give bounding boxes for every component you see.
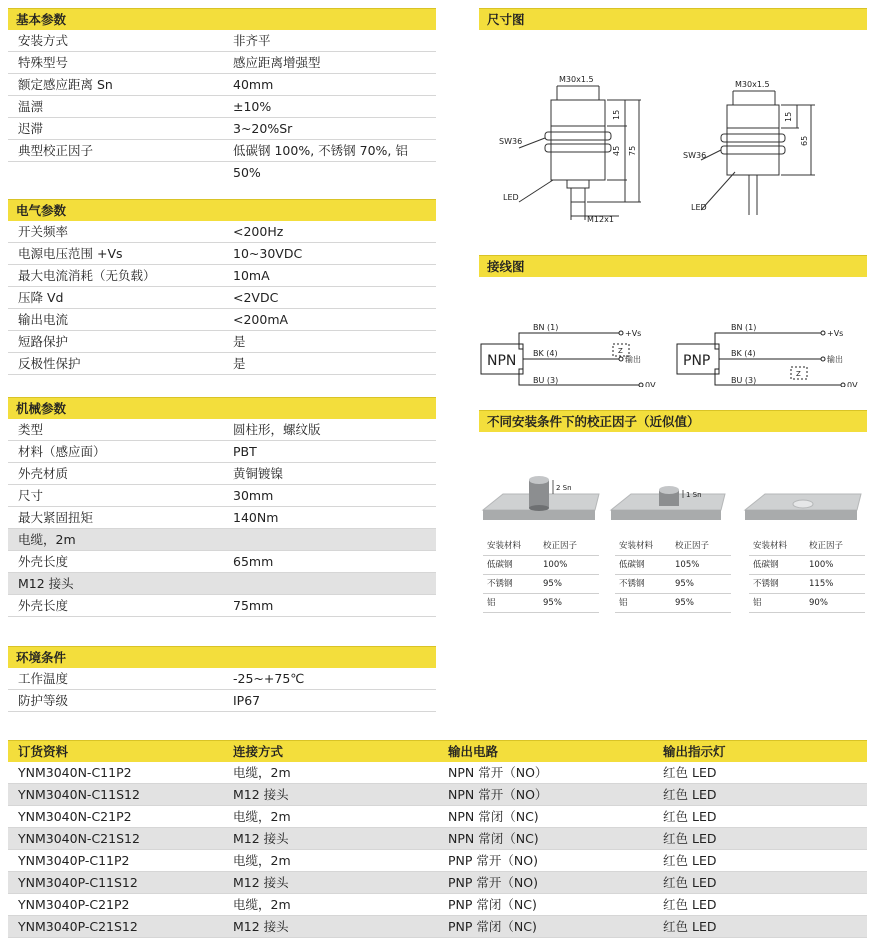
right-d65: 65: [800, 135, 809, 146]
order-cell: 电缆，2m: [233, 809, 291, 824]
order-cell: 红色 LED: [663, 875, 717, 890]
pnp-bn: BN (1): [731, 323, 757, 332]
correction-table: [483, 537, 599, 613]
pnp-0v: 0V: [847, 381, 858, 387]
mechanical-row: [8, 485, 436, 507]
wiring-diagram: [479, 277, 867, 387]
mechanical-row-label: 材料（感应面）: [18, 444, 106, 459]
mechanical-row: [8, 463, 436, 485]
basic-row-value: 非齐平: [233, 33, 271, 48]
electric-row-value: 10~30VDC: [233, 246, 303, 261]
order-header-cell: 输出电路: [448, 744, 499, 759]
order-cell: YNM3040P-C21S12: [18, 919, 138, 934]
mechanical-row-value: 75mm: [233, 598, 274, 613]
order-cell: 电缆，2m: [233, 853, 291, 868]
environment-row-label: 工作温度: [18, 671, 69, 686]
correction-table-cell: 90%: [809, 598, 828, 608]
basic-params-header: 基本参数: [8, 8, 436, 30]
order-cell: 电缆，2m: [233, 765, 291, 780]
basic-row: [8, 140, 436, 180]
order-cell: 红色 LED: [663, 853, 717, 868]
order-cell: NPN 常开（NO）: [448, 787, 548, 802]
environment-row: [8, 690, 436, 712]
correction-table-row: [615, 575, 731, 594]
basic-row-label: 额定感应距离 Sn: [18, 77, 113, 92]
correction-table-cell: 铝: [619, 598, 628, 608]
npn-label: NPN: [487, 353, 517, 369]
order-row: [8, 806, 867, 828]
mechanical-params-section: [8, 397, 436, 617]
basic-row-label: 安装方式: [18, 33, 69, 48]
left-led-label: LED: [503, 193, 519, 202]
order-header-cell: 输出指示灯: [663, 744, 726, 759]
right-led-label: LED: [691, 203, 707, 212]
correction-table: [749, 537, 865, 613]
mechanical-row: [8, 573, 436, 595]
mounting-illustration: [479, 432, 867, 537]
correction-table-cell: 低碳钢: [619, 560, 645, 570]
basic-row-value: 低碳钢 100%, 不锈钢 70%, 铝 50%: [233, 143, 408, 180]
order-cell: 红色 LED: [663, 897, 717, 912]
correction-table-row: [749, 556, 865, 575]
dimension-drawing: [479, 30, 867, 225]
basic-row: [8, 30, 436, 52]
mechanical-row: [8, 551, 436, 573]
correction-table: [615, 537, 731, 613]
order-cell: NPN 常闭（NC): [448, 831, 539, 846]
order-cell: 红色 LED: [663, 787, 717, 802]
mechanical-row-label: 类型: [18, 422, 44, 437]
basic-row-value: 3~20%Sr: [233, 121, 293, 136]
order-cell: YNM3040N-C21S12: [18, 831, 140, 846]
wiring-section: [479, 255, 867, 387]
correction-table-cell: 95%: [543, 598, 562, 608]
correction-table-row: [483, 575, 599, 594]
basic-params-section: [8, 8, 436, 180]
mount-label-1sn: 1 Sn: [686, 491, 702, 499]
electric-row-label: 反极性保护: [18, 356, 81, 371]
order-section: [8, 740, 867, 938]
electric-row-label: 短路保护: [18, 334, 69, 349]
pnp-bk: BK (4): [731, 349, 756, 358]
mechanical-row-label: 外壳长度: [18, 554, 69, 569]
electric-row-label: 最大电流消耗（无负载）: [18, 268, 156, 283]
correction-section: [479, 410, 867, 608]
correction-table-cell: 低碳钢: [487, 560, 513, 570]
right-thread-label: M30x1.5: [735, 80, 770, 89]
npn-bu: BU (3): [533, 376, 559, 385]
mount-label-2sn: 2 Sn: [556, 484, 572, 492]
correction-table-row: [615, 556, 731, 575]
pnp-out: 输出: [827, 355, 843, 364]
order-cell: YNM3040P-C11S12: [18, 875, 138, 890]
basic-row-value: 40mm: [233, 77, 274, 92]
order-cell: 红色 LED: [663, 919, 717, 934]
electric-row-value: <200mA: [233, 312, 289, 327]
dimensions-header: 尺寸图: [479, 8, 867, 30]
electrical-params-header: 电气参数: [8, 199, 436, 221]
mechanical-row-value: 140Nm: [233, 510, 279, 525]
pnp-label: PNP: [683, 353, 711, 369]
left-d45: 45: [612, 145, 621, 156]
electric-row: [8, 287, 436, 309]
right-sw-label: SW36: [683, 151, 707, 160]
order-cell: NPN 常开（NO）: [448, 765, 548, 780]
correction-table-header: [749, 537, 865, 556]
electric-row: [8, 331, 436, 353]
environment-row-value: IP67: [233, 693, 261, 708]
npn-bn: BN (1): [533, 323, 559, 332]
correction-header: 不同安装条件下的校正因子（近似值）: [479, 410, 867, 432]
basic-row-label: 迟滞: [18, 121, 44, 136]
electrical-params-section: [8, 199, 436, 375]
order-row: [8, 850, 867, 872]
left-sw-label: SW36: [499, 137, 523, 146]
mechanical-row-label: 最大紧固扭矩: [18, 510, 94, 525]
order-row: [8, 762, 867, 784]
mechanical-row-label: 电缆，2m: [18, 532, 76, 547]
pnp-vs: +Vs: [827, 329, 844, 338]
right-d15: 15: [784, 111, 793, 122]
correction-table-cell: 105%: [675, 560, 700, 570]
npn-bk: BK (4): [533, 349, 558, 358]
order-cell: NPN 常闭（NC): [448, 809, 539, 824]
environment-row: [8, 668, 436, 690]
order-header-cell: 订货资料: [18, 744, 69, 759]
basic-row-value: 感应距离增强型: [233, 55, 321, 70]
environment-section: [8, 646, 436, 712]
npn-0v: 0V: [645, 381, 656, 387]
left-conn-label: M12x1: [587, 215, 614, 224]
basic-row: [8, 52, 436, 74]
correction-table-cell: 铝: [487, 598, 496, 608]
basic-row-label: 特殊型号: [18, 55, 69, 70]
order-row: [8, 872, 867, 894]
order-cell: 电缆，2m: [233, 897, 291, 912]
order-cell: PNP 常闭（NC): [448, 919, 537, 934]
environment-row-value: -25~+75℃: [233, 671, 305, 686]
electric-row-label: 电源电压范围 +Vs: [18, 246, 123, 261]
correction-table-cell: 95%: [675, 579, 694, 589]
order-cell: M12 接头: [233, 875, 289, 890]
mechanical-row: [8, 595, 436, 617]
correction-table-row: [749, 594, 865, 613]
order-cell: 红色 LED: [663, 831, 717, 846]
mechanical-row-label: 尺寸: [18, 488, 44, 503]
order-cell: YNM3040N-C21P2: [18, 809, 132, 824]
electric-row-value: <2VDC: [233, 290, 279, 305]
order-cell: M12 接头: [233, 919, 289, 934]
correction-table-header-cell: 校正因子: [675, 541, 710, 551]
correction-table-cell: 95%: [675, 598, 694, 608]
mechanical-row-label: M12 接头: [18, 576, 74, 591]
correction-table-cell: 115%: [809, 579, 834, 589]
order-cell: 红色 LED: [663, 809, 717, 824]
pnp-bu: BU (3): [731, 376, 757, 385]
correction-table-header-cell: 安装材料: [619, 541, 654, 551]
correction-table-header-cell: 校正因子: [543, 541, 578, 551]
npn-vs: +Vs: [625, 329, 642, 338]
order-cell: PNP 常开（NO): [448, 853, 538, 868]
mechanical-row-label: 外壳长度: [18, 598, 69, 613]
order-cell: M12 接头: [233, 787, 289, 802]
order-row: [8, 916, 867, 938]
wiring-header: 接线图: [479, 255, 867, 277]
electric-row-value: 是: [233, 334, 246, 349]
correction-table-row: [483, 594, 599, 613]
mechanical-row-value: 30mm: [233, 488, 274, 503]
electric-row: [8, 243, 436, 265]
correction-table-row: [483, 556, 599, 575]
left-d15: 15: [612, 109, 621, 120]
correction-table-cell: 不锈钢: [753, 579, 779, 589]
npn-out: 输出: [625, 355, 641, 364]
order-cell: YNM3040P-C21P2: [18, 897, 130, 912]
basic-row-label: 典型校正因子: [18, 143, 94, 158]
basic-row: [8, 96, 436, 118]
correction-table-header-cell: 安装材料: [487, 541, 522, 551]
electric-row-value: 10mA: [233, 268, 270, 283]
mechanical-row: [8, 419, 436, 441]
electric-row-label: 压降 Vd: [18, 290, 64, 305]
order-cell: YNM3040N-C11S12: [18, 787, 140, 802]
mechanical-row: [8, 507, 436, 529]
mechanical-row-label: 外壳材质: [18, 466, 69, 481]
correction-table-header: [615, 537, 731, 556]
electric-row: [8, 353, 436, 375]
correction-table-cell: 95%: [543, 579, 562, 589]
electric-row-label: 输出电流: [18, 312, 69, 327]
basic-row: [8, 74, 436, 96]
environment-header: 环境条件: [8, 646, 436, 668]
correction-table-row: [749, 575, 865, 594]
electric-row-value: 是: [233, 356, 246, 371]
order-cell: YNM3040P-C11P2: [18, 853, 130, 868]
order-header-cell: 连接方式: [233, 744, 284, 759]
basic-row-label: 温漂: [18, 99, 44, 114]
dimensions-section: [479, 8, 867, 225]
order-row: [8, 894, 867, 916]
order-cell: YNM3040N-C11P2: [18, 765, 132, 780]
correction-table-cell: 不锈钢: [487, 579, 513, 589]
mechanical-row: [8, 529, 436, 551]
correction-table-cell: 100%: [809, 560, 834, 570]
basic-row-value: ±10%: [233, 99, 272, 114]
mechanical-row-value: 黄铜镀镍: [233, 466, 284, 481]
order-cell: PNP 常开（NO): [448, 875, 538, 890]
basic-row: [8, 118, 436, 140]
correction-table-cell: 铝: [753, 598, 762, 608]
electric-row: [8, 221, 436, 243]
environment-row-label: 防护等级: [18, 693, 69, 708]
electric-row-label: 开关频率: [18, 224, 69, 239]
correction-table-cell: 不锈钢: [619, 579, 645, 589]
correction-table-cell: 低碳钢: [753, 560, 779, 570]
mechanical-row-value: 65mm: [233, 554, 274, 569]
correction-table-header-cell: 校正因子: [809, 541, 844, 551]
correction-table-header: [483, 537, 599, 556]
order-row: [8, 784, 867, 806]
pnp-load: Z: [796, 370, 801, 378]
left-thread-label: M30x1.5: [559, 75, 594, 84]
left-d75: 75: [628, 145, 637, 156]
correction-table-header-cell: 安装材料: [753, 541, 788, 551]
correction-table-cell: 100%: [543, 560, 568, 570]
order-cell: 红色 LED: [663, 765, 717, 780]
order-cell: PNP 常闭（NC): [448, 897, 537, 912]
order-cell: M12 接头: [233, 831, 289, 846]
electric-row: [8, 309, 436, 331]
mechanical-row-value: PBT: [233, 444, 257, 459]
mechanical-row-value: 圆柱形，螺纹版: [233, 422, 321, 437]
electric-row-value: <200Hz: [233, 224, 284, 239]
electric-row: [8, 265, 436, 287]
mechanical-row: [8, 441, 436, 463]
mechanical-params-header: 机械参数: [8, 397, 436, 419]
order-header: [8, 740, 867, 762]
correction-table-row: [615, 594, 731, 613]
order-row: [8, 828, 867, 850]
npn-load: Z: [618, 347, 623, 355]
